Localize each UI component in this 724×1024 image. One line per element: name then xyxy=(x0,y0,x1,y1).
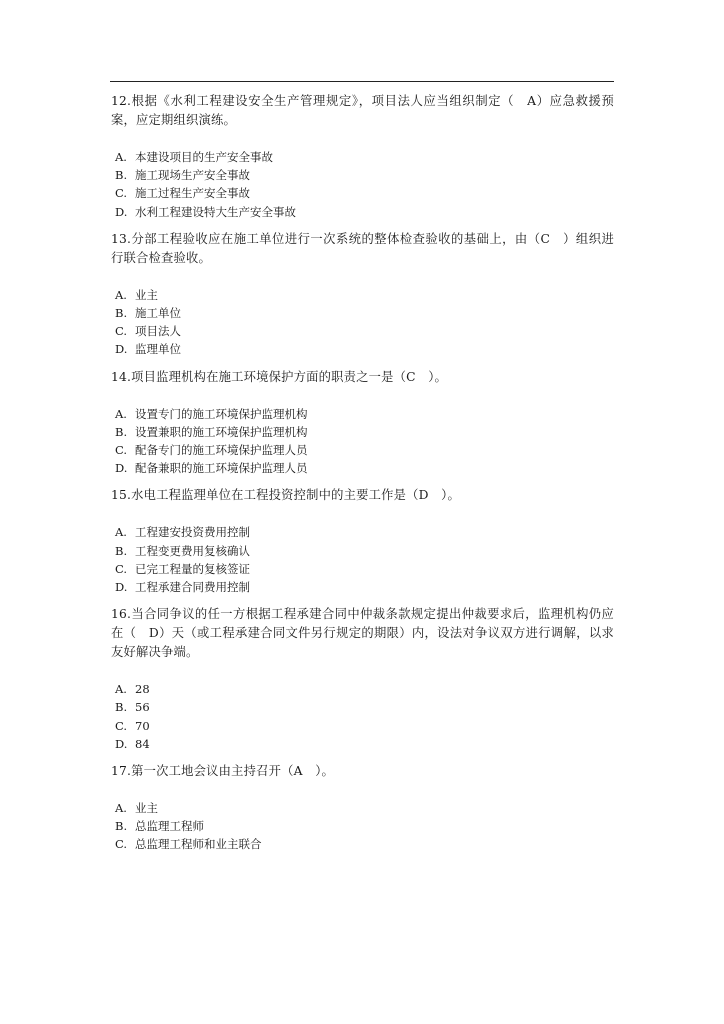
question-text: 15.水电工程监理单位在工程投资控制中的主要工作是（D ）。 xyxy=(111,488,460,503)
option-key: B. xyxy=(115,306,128,321)
question-text: 13.分部工程验收应在施工单位进行一次系统的整体检查验收的基础上，由（C ）组织进行联合检查验收。 xyxy=(111,231,614,265)
option-text: 工程变更费用复核确认 xyxy=(135,543,250,558)
option-d xyxy=(115,340,614,358)
option-c xyxy=(115,322,614,340)
option-list xyxy=(111,799,614,854)
option-text: 已完工程量的复核签证 xyxy=(135,561,250,576)
option-list xyxy=(111,148,614,221)
option-key: B. xyxy=(115,168,128,183)
option-key: C. xyxy=(115,186,128,201)
question-12 xyxy=(111,92,614,221)
option-c xyxy=(115,184,614,202)
option-key: D. xyxy=(115,204,128,219)
option-key: A. xyxy=(115,287,127,302)
option-key: A. xyxy=(115,525,127,540)
option-key: D. xyxy=(115,461,128,476)
option-d xyxy=(115,735,614,753)
option-list xyxy=(111,523,614,596)
option-text: 施工过程生产安全事故 xyxy=(135,186,250,201)
option-key: A. xyxy=(115,406,127,421)
option-b xyxy=(115,817,614,835)
option-key: C. xyxy=(115,443,128,458)
option-text: 总监理工程师和业主联合 xyxy=(135,837,262,852)
option-list xyxy=(111,680,614,753)
question-text: 12.根据《水利工程建设安全生产管理规定》，项目法人应当组织制定（ A）应急救援预案，应定期组织演练。 xyxy=(111,94,614,127)
question-list xyxy=(111,92,614,863)
question-16 xyxy=(111,605,614,753)
option-text: 项目法人 xyxy=(135,324,181,339)
option-b xyxy=(115,166,614,184)
option-text: 工程承建合同费用控制 xyxy=(135,580,250,595)
option-d xyxy=(115,203,614,221)
option-a xyxy=(115,286,614,304)
option-text: 配备专门的施工环境保护监理人员 xyxy=(135,443,308,458)
option-d xyxy=(115,459,614,477)
option-a xyxy=(115,523,614,541)
option-key: D. xyxy=(115,342,128,357)
question-15 xyxy=(111,486,614,596)
option-a xyxy=(115,405,614,423)
option-text: 水利工程建设特大生产安全事故 xyxy=(135,204,296,219)
option-key: B. xyxy=(115,424,128,439)
option-c xyxy=(115,441,614,459)
option-key: B. xyxy=(115,819,128,834)
option-text: 设置兼职的施工环境保护监理机构 xyxy=(135,424,308,439)
header-rule xyxy=(110,81,614,82)
option-key: C. xyxy=(115,718,128,733)
option-key: B. xyxy=(115,700,128,715)
option-key: B. xyxy=(115,543,128,558)
option-text: 70 xyxy=(135,718,150,733)
option-c xyxy=(115,560,614,578)
question-text: 17.第一次工地会议由主持召开（A ）。 xyxy=(111,764,335,779)
option-text: 设置专门的施工环境保护监理机构 xyxy=(135,406,308,421)
option-text: 84 xyxy=(135,736,150,751)
question-text: 14.项目监理机构在施工环境保护方面的职责之一是（C ）。 xyxy=(111,369,448,384)
option-a xyxy=(115,799,614,817)
option-text: 配备兼职的施工环境保护监理人员 xyxy=(135,461,308,476)
option-text: 28 xyxy=(135,682,150,697)
option-c xyxy=(115,717,614,735)
option-list xyxy=(111,405,614,478)
option-a xyxy=(115,148,614,166)
option-key: C. xyxy=(115,324,128,339)
option-text: 业主 xyxy=(135,801,158,816)
option-text: 本建设项目的生产安全事故 xyxy=(135,150,273,164)
option-key: A. xyxy=(115,682,127,697)
option-c xyxy=(115,835,614,853)
option-b xyxy=(115,423,614,441)
option-key: C. xyxy=(115,561,128,576)
question-text: 16.当合同争议的任一方根据工程承建合同中仲裁条款规定提出仲裁要求后，监理机构仍应在（ D）天（或工程承建合同文件另行规定的期限）内，设法对争议双方进行调解，以求友好解决争端。 xyxy=(111,607,614,660)
question-13 xyxy=(111,230,614,359)
option-key: D. xyxy=(115,580,128,595)
option-d xyxy=(115,578,614,596)
option-text: 业主 xyxy=(135,287,158,302)
option-key: A. xyxy=(115,150,127,164)
option-text: 56 xyxy=(135,700,150,715)
option-b xyxy=(115,542,614,560)
option-text: 施工现场生产安全事故 xyxy=(135,168,250,183)
option-a xyxy=(115,680,614,698)
option-b xyxy=(115,304,614,322)
option-b xyxy=(115,698,614,716)
option-text: 工程建安投资费用控制 xyxy=(135,525,250,540)
option-text: 施工单位 xyxy=(135,306,181,321)
option-text: 总监理工程师 xyxy=(135,819,204,834)
option-key: D. xyxy=(115,736,128,751)
question-17 xyxy=(111,762,614,854)
question-14 xyxy=(111,368,614,478)
option-key: C. xyxy=(115,837,128,852)
option-text: 监理单位 xyxy=(135,342,181,357)
option-key: A. xyxy=(115,801,127,816)
option-list xyxy=(111,286,614,359)
